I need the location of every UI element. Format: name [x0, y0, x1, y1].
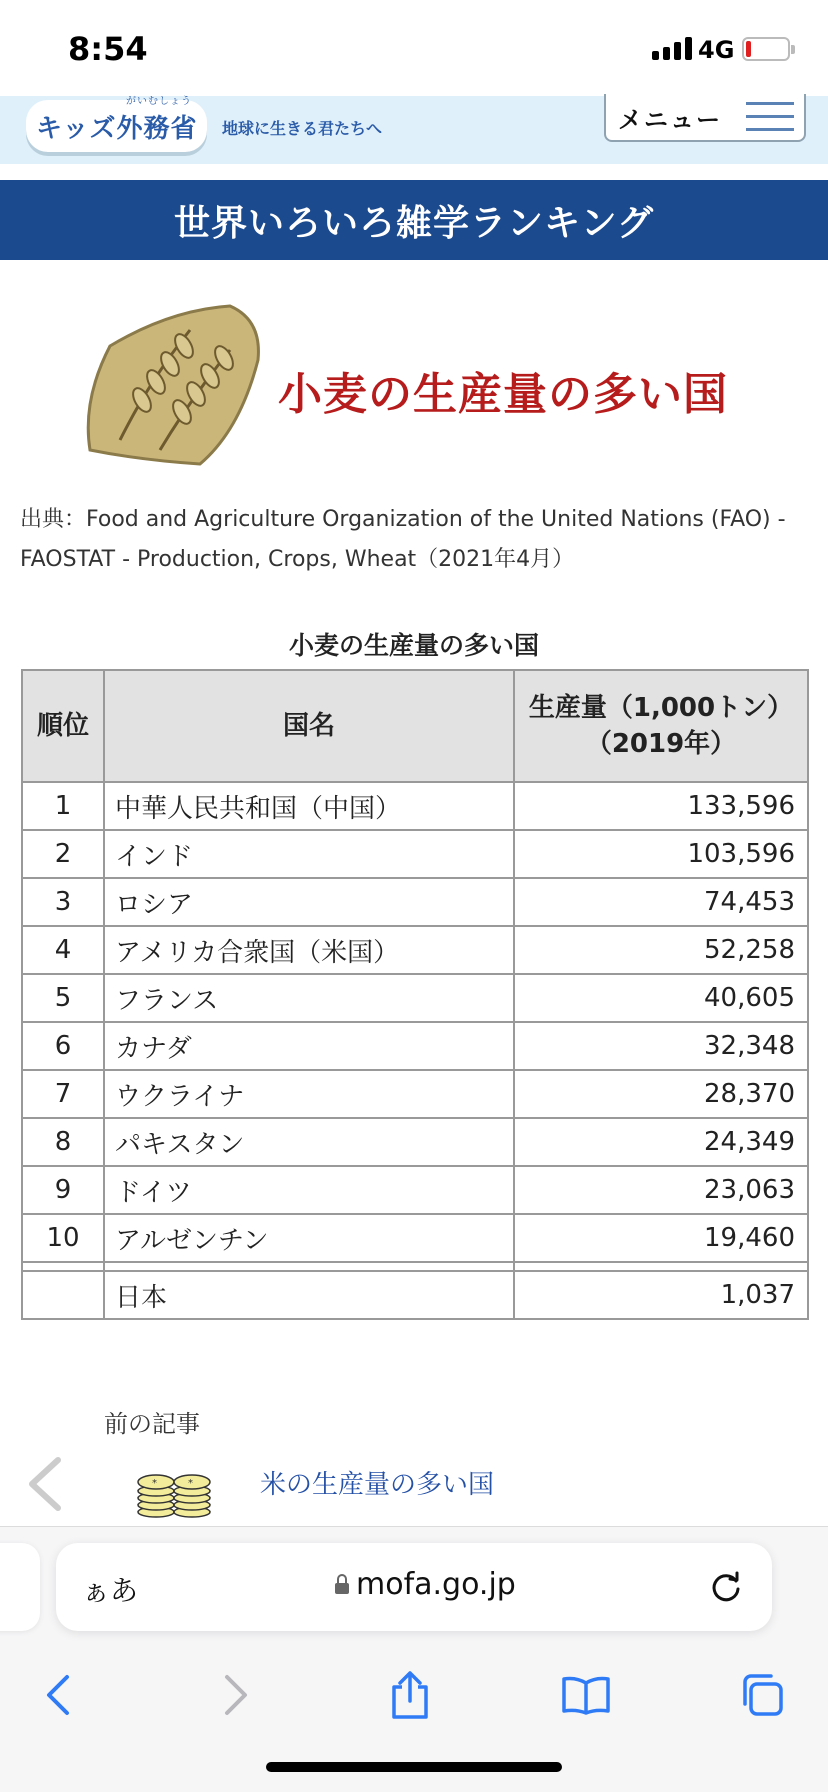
- site-header: [0, 96, 828, 164]
- rank-cell: [22, 1271, 104, 1319]
- signal-bars-icon: [652, 36, 692, 60]
- section-title-bar: [0, 180, 828, 260]
- share-button[interactable]: [382, 1667, 438, 1723]
- table-caption: 小麦の生産量の多い国: [288, 631, 539, 660]
- back-button[interactable]: [30, 1667, 86, 1723]
- rank-cell: 6: [22, 1022, 104, 1070]
- country-cell: ウクライナ: [104, 1070, 514, 1118]
- table-row: [22, 1166, 808, 1214]
- svg-text:*: *: [188, 1478, 193, 1489]
- value-cell: 24,349: [514, 1118, 808, 1166]
- country-cell: ドイツ: [104, 1166, 514, 1214]
- value-cell: 103,596: [514, 830, 808, 878]
- rank-cell: 8: [22, 1118, 104, 1166]
- country-cell: フランス: [104, 974, 514, 1022]
- value-cell: 23,063: [514, 1166, 808, 1214]
- value-cell: 40,605: [514, 974, 808, 1022]
- rank-cell: 3: [22, 878, 104, 926]
- chevron-left-icon[interactable]: [22, 1454, 68, 1514]
- site-tagline: 地球に生きる君たちへ: [222, 119, 383, 138]
- address-bar[interactable]: [56, 1543, 772, 1631]
- text-size-button[interactable]: ぁあ: [82, 1574, 139, 1607]
- chevron-right-icon: [219, 1673, 253, 1717]
- table-row-japan: [22, 1271, 808, 1319]
- table-row: [22, 1214, 808, 1262]
- rank-cell: 10: [22, 1214, 104, 1262]
- logo-ruby: がいむしょう: [126, 96, 192, 107]
- tabs-button[interactable]: [734, 1667, 790, 1723]
- previous-article-link[interactable]: 米の生産量の多い国: [260, 1470, 495, 1500]
- country-cell: 日本: [104, 1271, 514, 1319]
- share-icon: [388, 1669, 432, 1721]
- ranking-table: [21, 669, 809, 1320]
- table-header-row: [22, 670, 808, 782]
- adjacent-tab-preview[interactable]: [0, 1543, 40, 1631]
- table-row: [22, 1070, 808, 1118]
- table-row: [22, 1118, 808, 1166]
- hamburger-icon: [746, 102, 794, 134]
- table-row: [22, 878, 808, 926]
- header-country: 国名: [104, 670, 514, 782]
- country-cell: インド: [104, 830, 514, 878]
- reload-icon[interactable]: [708, 1569, 744, 1605]
- menu-button[interactable]: [604, 94, 806, 142]
- book-icon: [561, 1675, 611, 1715]
- value-cell: 74,453: [514, 878, 808, 926]
- value-cell: 52,258: [514, 926, 808, 974]
- status-bar: [0, 0, 828, 96]
- table-row: [22, 974, 808, 1022]
- country-cell: アメリカ合衆国（米国）: [104, 926, 514, 974]
- browser-toolbar: [0, 1657, 828, 1737]
- forward-button[interactable]: [208, 1667, 264, 1723]
- value-cell: 133,596: [514, 782, 808, 830]
- rank-cell: 7: [22, 1070, 104, 1118]
- url-text[interactable]: mofa.go.jp: [356, 1567, 516, 1602]
- status-time: 8:54: [68, 30, 148, 68]
- chevron-left-icon: [41, 1673, 75, 1717]
- value-cell: 1,037: [514, 1271, 808, 1319]
- network-label: 4G: [698, 36, 735, 64]
- browser-chrome: [0, 1526, 828, 1792]
- table-row: [22, 782, 808, 830]
- section-title: 世界いろいろ雑学ランキング: [174, 202, 654, 244]
- svg-text:*: *: [152, 1478, 157, 1489]
- country-cell: 中華人民共和国（中国）: [104, 782, 514, 830]
- rank-cell: 1: [22, 782, 104, 830]
- battery-low-icon: [742, 37, 790, 61]
- table-row: [22, 830, 808, 878]
- country-cell: カナダ: [104, 1022, 514, 1070]
- table-row: [22, 1022, 808, 1070]
- header-value: 生産量（1,000トン）（2019年）: [514, 670, 808, 782]
- value-cell: 19,460: [514, 1214, 808, 1262]
- menu-label: メニュー: [618, 105, 722, 134]
- article-heading: 小麦の生産量の多い国: [278, 369, 728, 420]
- site-logo[interactable]: [26, 96, 207, 152]
- previous-article-label: 前の記事: [104, 1410, 200, 1438]
- header-rank: 順位: [22, 670, 104, 782]
- country-cell: パキスタン: [104, 1118, 514, 1166]
- rank-cell: 9: [22, 1166, 104, 1214]
- rank-cell: 2: [22, 830, 104, 878]
- value-cell: 32,348: [514, 1022, 808, 1070]
- country-cell: アルゼンチン: [104, 1214, 514, 1262]
- logo-text: キッズ外務省: [36, 113, 198, 144]
- rice-icon: [136, 1468, 216, 1524]
- tabs-icon: [739, 1672, 785, 1718]
- country-cell: ロシア: [104, 878, 514, 926]
- wheat-icon: [80, 300, 264, 470]
- source-citation: 出典：Food and Agriculture Organization of the United Nations (FAO) - FAOSTAT - Production, Crops, Wheat（2021年4月）: [20, 507, 786, 572]
- rank-cell: 5: [22, 974, 104, 1022]
- home-indicator: [266, 1762, 562, 1772]
- table-row: [22, 926, 808, 974]
- rank-cell: 4: [22, 926, 104, 974]
- value-cell: 28,370: [514, 1070, 808, 1118]
- lock-icon: [334, 1573, 350, 1595]
- table-spacer-row: [22, 1262, 808, 1271]
- bookmarks-button[interactable]: [558, 1667, 614, 1723]
